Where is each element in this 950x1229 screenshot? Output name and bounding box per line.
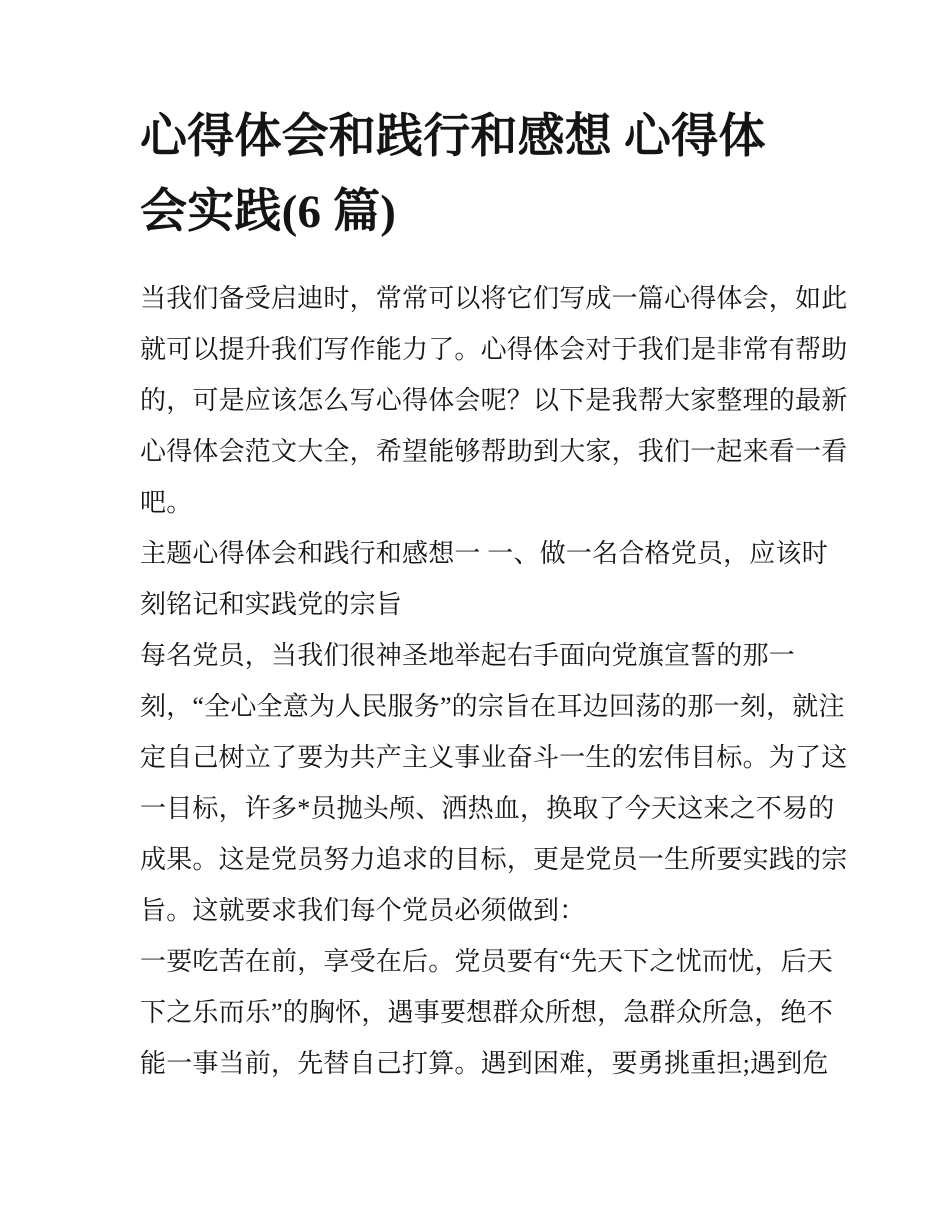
paragraph-pledge [140,630,848,936]
text-line: 刻铭记和实践党的宗旨 [140,590,403,619]
paragraph-intro [140,273,848,528]
text-line: 刻，“全心全意为人民服务”的宗旨在耳边回荡的那一刻，就注 [140,692,845,721]
paragraph-requirements [140,936,833,1089]
text-line: 一要吃苦在前，享受在后。党员要有“先天下之忧而忧，后天 [140,947,833,976]
text-line: 能一事当前，先替自己打算。遇到困难，要勇挑重担;遇到危 [140,1049,829,1078]
text-line: 当我们备受启迪时，常常可以将它们写成一篇心得体会，如此 [140,284,848,313]
text-line: 就可以提升我们写作能力了。心得体会对于我们是非常有帮助 [140,335,848,364]
text-line: 旨。这就要求我们每个党员必须做到： [140,896,586,925]
text-line: 定自己树立了要为共产主义事业奋斗一生的宏伟目标。为了这 [140,743,848,772]
document-title [140,100,818,250]
text-line: 主题心得体会和践行和感想一 一、做一名合格党员，应该时 [140,539,828,568]
text-line: 成果。这是党员努力追求的目标，更是党员一生所要实践的宗 [140,845,848,874]
document-content [140,100,848,1089]
text-line: 吧。 [140,488,193,517]
title-line: 心得体会和践行和感想 心得体 [140,111,766,163]
text-line: 心得体会范文大全，希望能够帮助到大家，我们一起来看一看 [140,437,848,466]
text-line: 的，可是应该怎么写心得体会呢？以下是我帮大家整理的最新 [140,386,848,415]
text-line: 一目标，许多*员抛头颅、洒热血，换取了今天这来之不易的 [140,794,835,823]
text-line: 下之乐而乐”的胸怀，遇事要想群众所想，急群众所急，绝不 [140,998,833,1027]
paragraph-topic-heading [140,528,828,630]
title-line: 会实践(6 篇) [140,186,397,238]
text-line: 每名党员，当我们很神圣地举起右手面向党旗宣誓的那一 [140,641,796,670]
